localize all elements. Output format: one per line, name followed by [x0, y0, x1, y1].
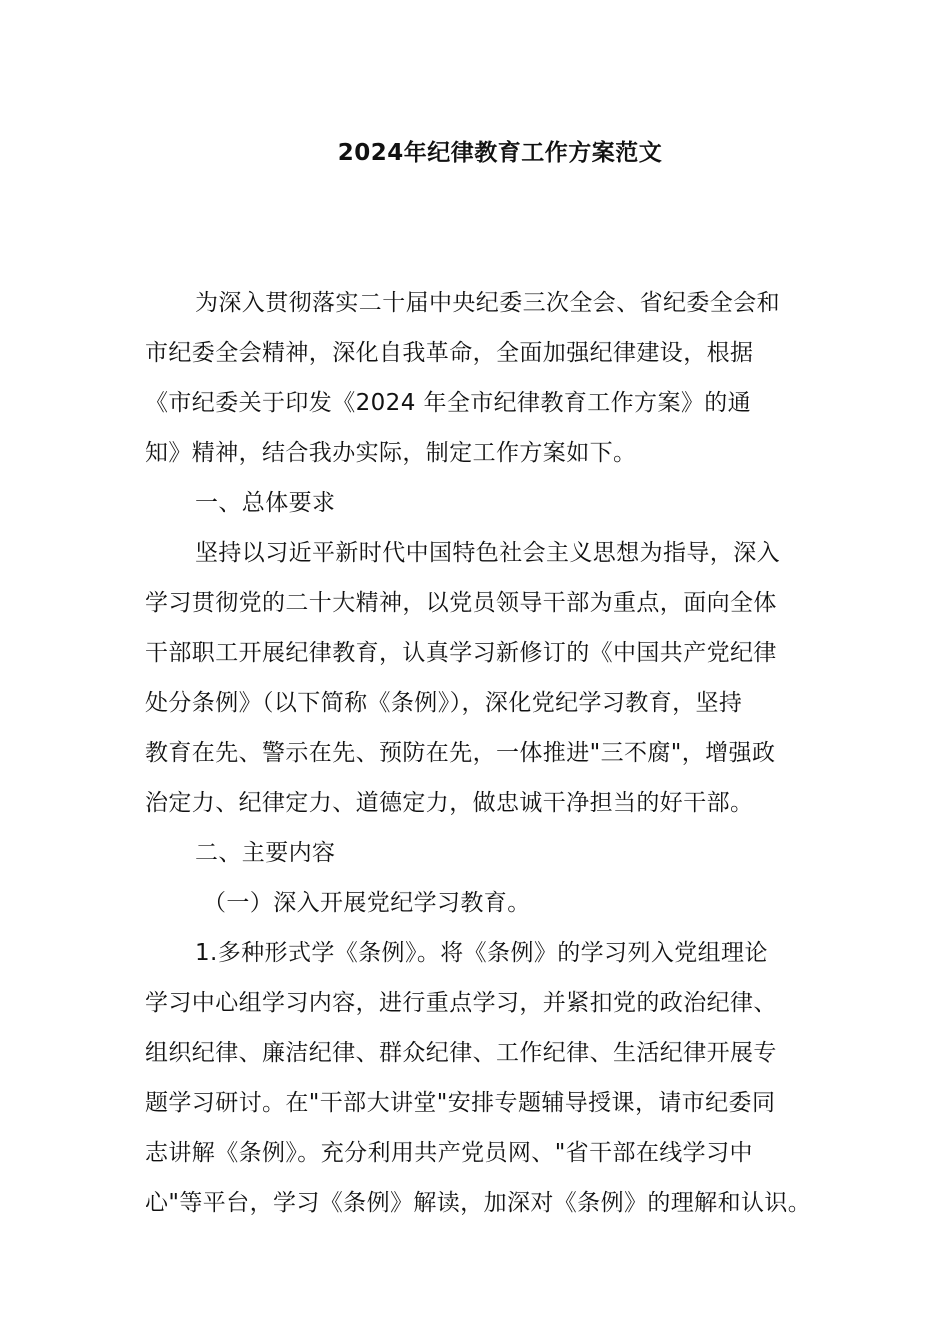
- paragraph-line: 《市纪委关于印发《2024 年全市纪律教育工作方案》的通: [145, 390, 752, 416]
- paragraph-line: 干部职工开展纪律教育，认真学习新修订的《中国共产党纪律: [145, 640, 777, 666]
- paragraph-line: 为深入贯彻落实二十届中央纪委三次全会、省纪委全会和: [195, 290, 780, 316]
- paragraph-line: 志讲解《条例》。充分利用共产党员网、"省干部在线学习中: [145, 1140, 753, 1166]
- section-heading: 二、主要内容: [195, 840, 336, 866]
- paragraph-line: 学习中心组学习内容，进行重点学习，并紧扣党的政治纪律、: [145, 990, 777, 1016]
- paragraph-line: 教育在先、警示在先、预防在先，一体推进"三不腐"，增强政: [145, 740, 776, 766]
- paragraph-line: 心"等平台，学习《条例》解读，加深对《条例》的理解和认识。: [145, 1190, 812, 1216]
- paragraph-line: 坚持以习近平新时代中国特色社会主义思想为指导，深入: [195, 540, 780, 566]
- paragraph-line: 知》精神，结合我办实际，制定工作方案如下。: [145, 440, 637, 466]
- paragraph-line: 1.多种形式学《条例》。将《条例》的学习列入党组理论: [195, 940, 768, 966]
- paragraph-line: 治定力、纪律定力、道德定力，做忠诚干净担当的好干部。: [145, 790, 754, 816]
- document-body: [145, 278, 825, 1228]
- paragraph-line: 组织纪律、廉洁纪律、群众纪律、工作纪律、生活纪律开展专: [145, 1040, 777, 1066]
- subsection-heading: （一）深入开展党纪学习教育。: [203, 890, 531, 916]
- paragraph-line: 学习贯彻党的二十大精神，以党员领导干部为重点，面向全体: [145, 590, 777, 616]
- paragraph-line: 题学习研讨。在"干部大讲堂"安排专题辅导授课，请市纪委同: [145, 1090, 776, 1116]
- section-heading: 一、总体要求: [195, 490, 336, 516]
- paragraph-line: 处分条例》（以下简称《条例》），深化党纪学习教育，坚持: [145, 690, 743, 716]
- paragraph-line: 市纪委全会精神，深化自我革命，全面加强纪律建设，根据: [145, 340, 754, 366]
- document-title: 2024年纪律教育工作方案范文: [337, 140, 663, 166]
